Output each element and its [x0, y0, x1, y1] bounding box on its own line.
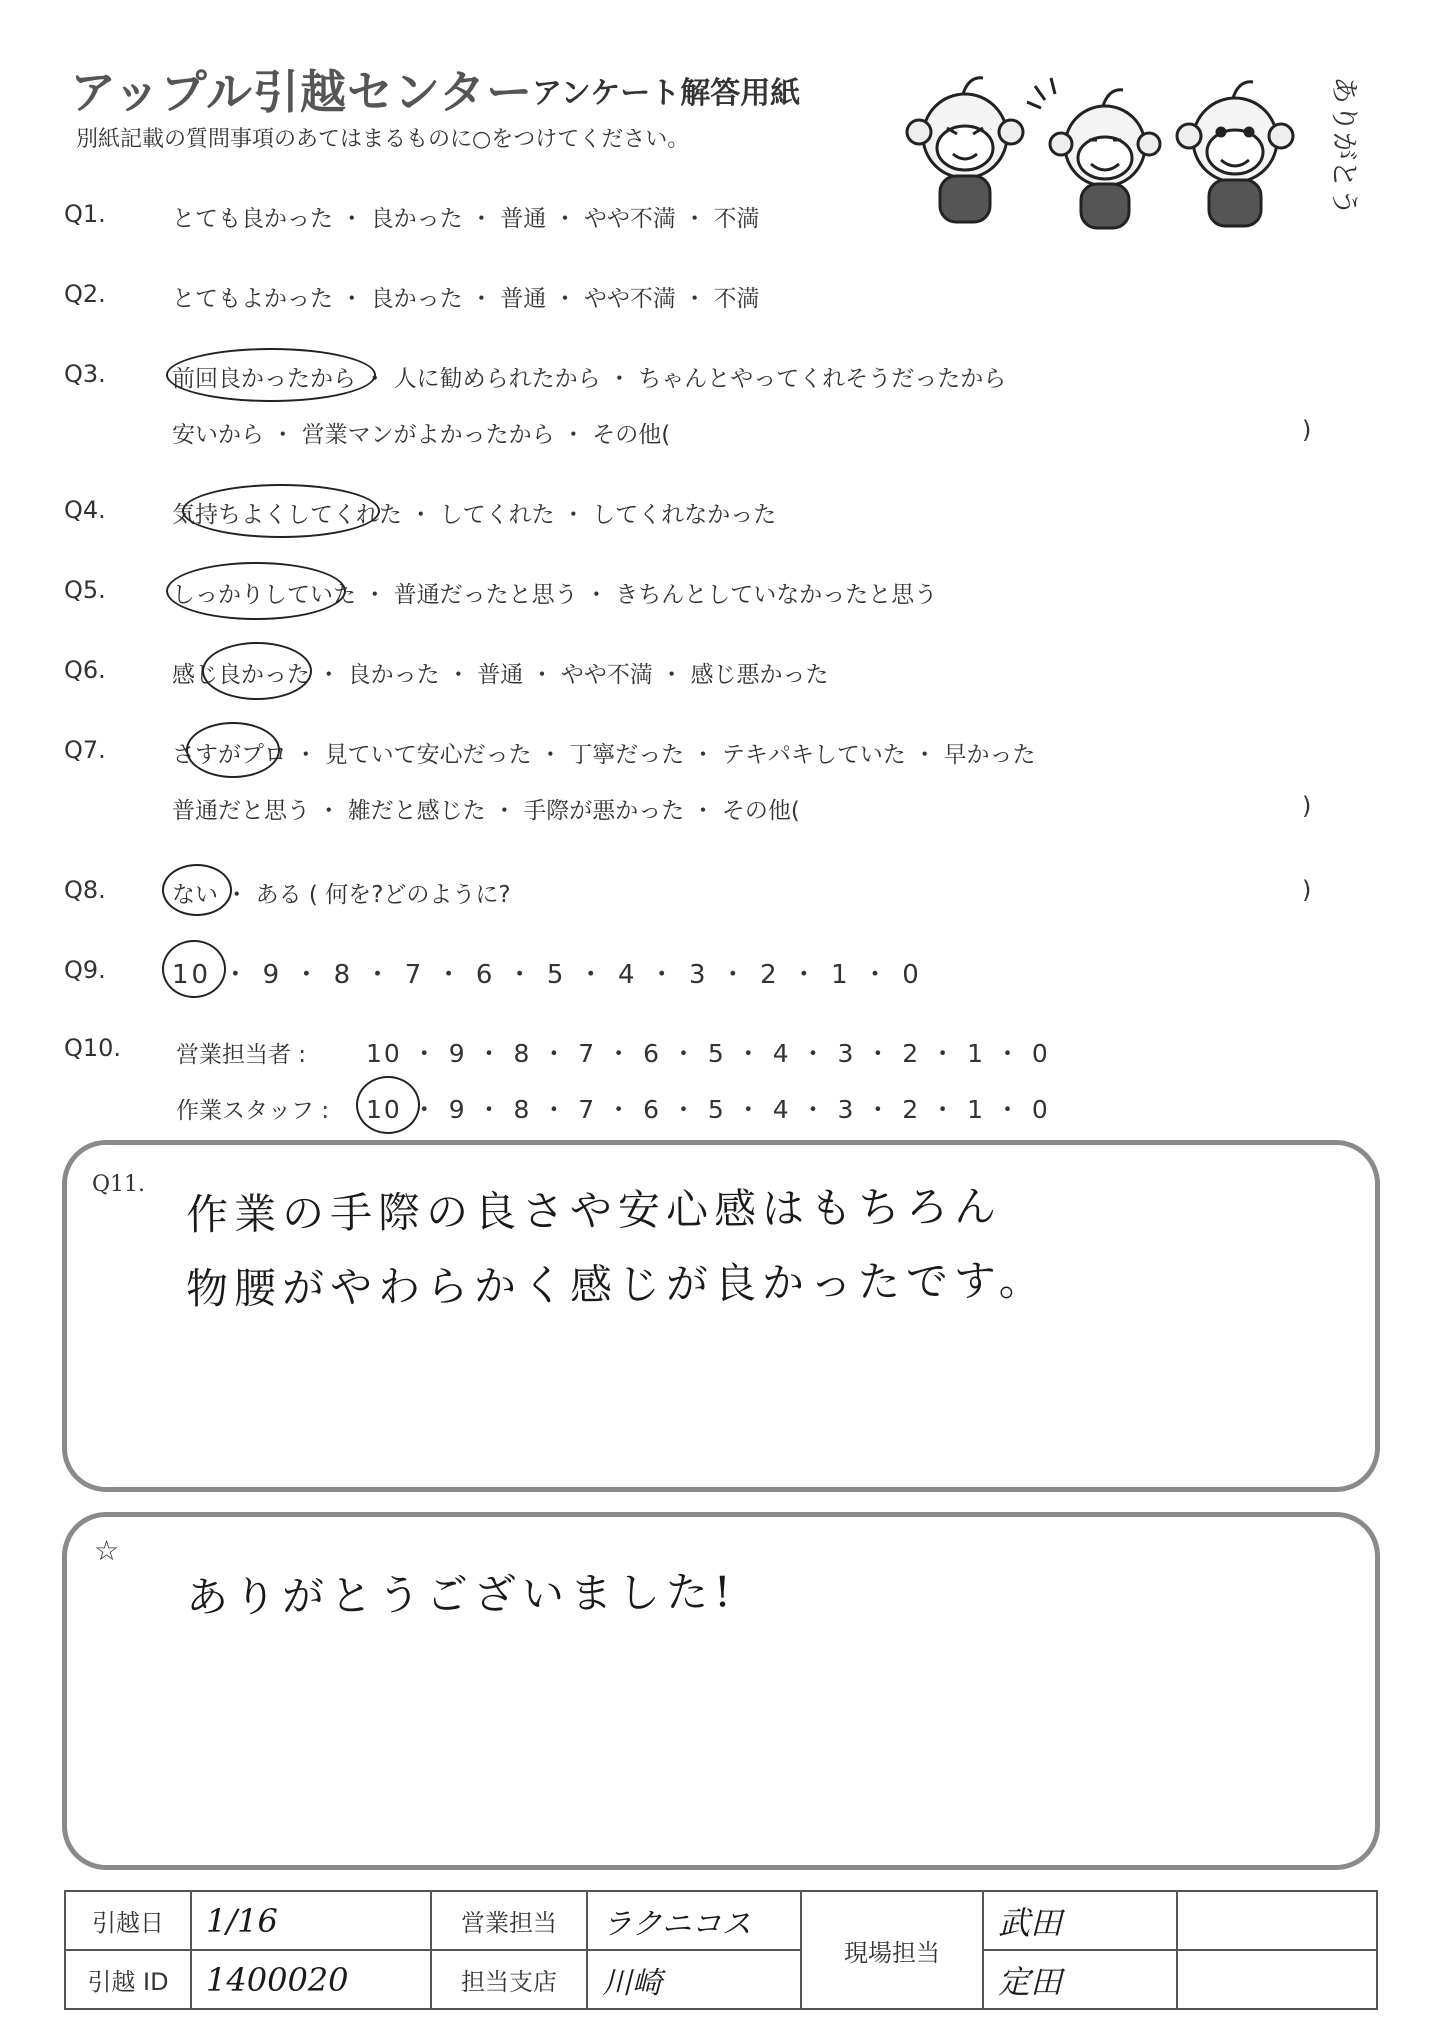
footer-info-table [64, 1890, 1378, 2010]
branch-value: 川崎 [587, 1950, 801, 2009]
star-icon: ☆ [94, 1534, 120, 1567]
move-id-label: 引越 ID [65, 1950, 191, 2009]
mascot-caption: ありがとう [1328, 76, 1361, 217]
q1-options: とても良かった ・ 良かった ・ 普通 ・ やや不満 ・ 不満 [172, 206, 760, 232]
sales-rep-value: ラクニコス [587, 1891, 801, 1950]
question-number: Q9. [64, 956, 106, 984]
instruction-text: 別紙記載の質問事項のあてはまるものに○をつけてください。 [76, 127, 690, 152]
q7-options-line2: 普通だと思う ・ 雑だと感じた ・ 手際が悪かった ・ その他( [172, 798, 800, 824]
monkey-icon [907, 78, 1023, 222]
empty-cell [1177, 1950, 1377, 2009]
q10-sales-label: 営業担当者 : [176, 1042, 307, 1068]
question-number: Q10. [64, 1034, 122, 1062]
q11-label: Q11. [92, 1172, 146, 1197]
form-title: アンケート解答用紙 [532, 76, 801, 111]
q2-options: とてもよかった ・ 良かった ・ 普通 ・ やや不満 ・ 不満 [172, 286, 760, 312]
q5-options: しっかりしていた ・ 普通だったと思う ・ きちんとしていなかったと思う [172, 582, 938, 608]
q3-options-line1: 前回良かったから ・ 人に勧められたから ・ ちゃんとやってくれそうだったから [172, 366, 1007, 392]
q7-close-paren: ) [1302, 792, 1312, 820]
move-id-value: 1400020 [191, 1950, 431, 2009]
move-date-label: 引越日 [65, 1891, 191, 1950]
question-number: Q1. [64, 200, 106, 228]
site-staff-value-1: 武田 [983, 1891, 1177, 1950]
move-date-value: 1/16 [191, 1891, 431, 1950]
q8-close-paren: ) [1302, 876, 1312, 904]
q3-options-line2: 安いから ・ 営業マンがよかったから ・ その他( [172, 422, 671, 448]
monkey-mascots-illustration [895, 66, 1365, 246]
message-handwritten: ありがとうございました! [185, 1567, 738, 1622]
q3-close-paren: ) [1302, 416, 1312, 444]
monkey-icon [1027, 78, 1160, 228]
branch-label: 担当支店 [431, 1950, 587, 2009]
q8-options: ない ・ ある ( 何を?どのように? [172, 882, 511, 908]
question-number: Q4. [64, 496, 106, 524]
q11-handwritten-line2: 物腰がやわらかく感じが良かったです。 [185, 1255, 1047, 1314]
q10-sales-scale: 10 ・ 9 ・ 8 ・ 7 ・ 6 ・ 5 ・ 4 ・ 3 ・ 2 ・ 1 ・ 0 [366, 1039, 1050, 1068]
monkey-icon [1177, 82, 1293, 226]
question-number: Q6. [64, 656, 106, 684]
q4-options: 気持ちよくしてくれた ・ してくれた ・ してくれなかった [172, 502, 777, 528]
q10-staff-label: 作業スタッフ : [176, 1098, 330, 1124]
empty-cell [1177, 1891, 1377, 1950]
site-staff-label: 現場担当 [801, 1891, 983, 2009]
site-staff-value-2: 定田 [983, 1950, 1177, 2009]
company-title: アップル引越センター [70, 65, 534, 119]
q7-options-line1: さすがプロ ・ 見ていて安心だった ・ 丁寧だった ・ テキパキしていた ・ 早かった [172, 742, 1036, 768]
question-number: Q3. [64, 360, 106, 388]
question-number: Q5. [64, 576, 106, 604]
q10-staff-scale: 10 ・ 9 ・ 8 ・ 7 ・ 6 ・ 5 ・ 4 ・ 3 ・ 2 ・ 1 ・ 0 [366, 1095, 1050, 1124]
question-number: Q7. [64, 736, 106, 764]
q6-options: 感じ良かった ・ 良かった ・ 普通 ・ やや不満 ・ 感じ悪かった [172, 662, 829, 688]
q11-handwritten-line1: 作業の手際の良さや安心感はもちろん [185, 1181, 1003, 1240]
sales-rep-label: 営業担当 [431, 1891, 587, 1950]
question-number: Q8. [64, 876, 106, 904]
question-number: Q2. [64, 280, 106, 308]
q9-scale: 10 ・ 9 ・ 8 ・ 7 ・ 6 ・ 5 ・ 4 ・ 3 ・ 2 ・ 1 ・ 0 [172, 960, 922, 990]
